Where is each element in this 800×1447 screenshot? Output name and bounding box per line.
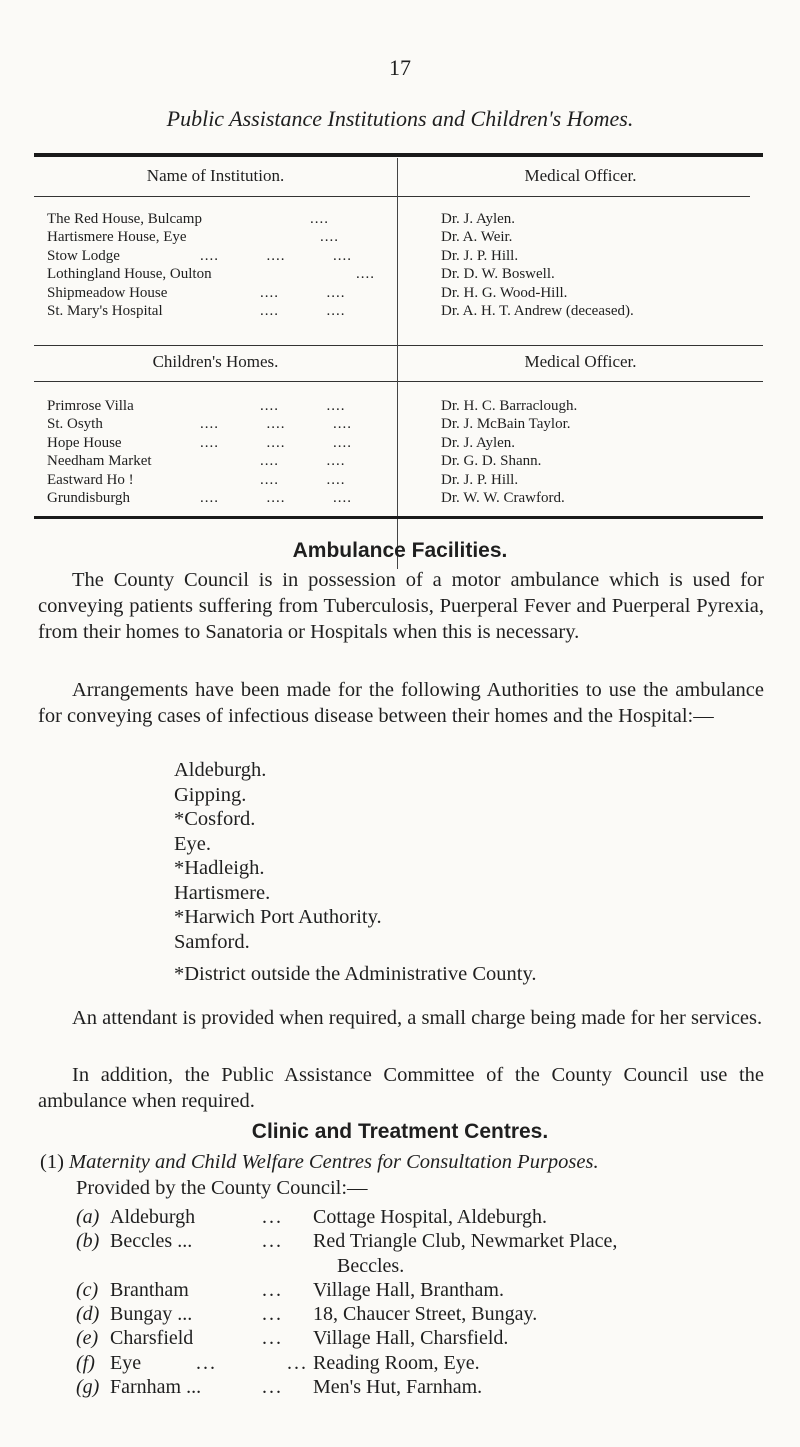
list-item: *Hadleigh. (174, 857, 265, 879)
table-cell: Dr. H. C. Barraclough. (441, 398, 578, 414)
childrens-home-names (47, 397, 152, 507)
table-cell: Dr. J. Aylen. (441, 211, 516, 227)
list-item: (e) Charsfield ... Village Hall, Charsfield. (76, 1327, 509, 1350)
childrens-officer-column-header: Medical Officer. (524, 352, 637, 371)
page-number: 17 (389, 55, 411, 80)
ambulance-heading: Ambulance Facilities. (292, 539, 508, 562)
authorities-footnote: *District outside the Administrative County. (174, 963, 537, 985)
list-item: (d) Bungay ... ... 18, Chaucer Street, Bungay. (76, 1303, 538, 1326)
header-rule (34, 196, 397, 197)
authorities-list (174, 758, 382, 954)
table-row: Lothingland House, Oulton (47, 266, 212, 283)
table-cell: Dr. A. Weir. (441, 229, 513, 246)
list-item: (b) Beccles ... ... Red Triangle Club, Newmarket Place, (76, 1230, 618, 1253)
table-cell: Dr. J. McBain Taylor. (441, 416, 571, 433)
list-item-continuation: Beccles. (337, 1254, 405, 1277)
table-cell: Dr. A. H. T. Andrew (deceased). (441, 302, 634, 319)
clinics-subheading: (1) Maternity and Child Welfare Centres for Consultation Purposes. (40, 1151, 599, 1173)
table-row: The Red House, Bulcamp (47, 211, 202, 227)
list-item: Samford. (174, 930, 250, 953)
table-cell: Dr. J. P. Hill. (441, 247, 519, 264)
table-row: Hartismere House, Eye (47, 229, 187, 246)
header-rule (398, 381, 763, 382)
section-rule (34, 345, 397, 346)
ambulance-paragraph-4: In addition, the Public Assistance Committee of the County Council use the ambulance when required. (38, 1064, 764, 1112)
header-rule (34, 381, 397, 382)
table-top-rule (34, 153, 763, 157)
list-item: *Harwich Port Authority. (174, 906, 382, 928)
table-bottom-rule (34, 516, 763, 519)
list-item: (f) Eye ... ... Reading Room, Eye. (76, 1351, 480, 1374)
table-cell: Dr. W. W. Crawford. (441, 489, 565, 506)
clinics-heading: Clinic and Treatment Centres. (251, 1120, 549, 1143)
header-rule (398, 196, 750, 197)
medical-officer-column-header: Medical Officer. (524, 166, 637, 185)
institution-leaders: .... .... .... .... .... .... .... .... .... .... (200, 211, 375, 319)
list-item: (a) Aldeburgh ... Cottage Hospital, Aldeburgh. (76, 1206, 548, 1228)
table-cell: Dr. D. W. Boswell. (441, 266, 555, 283)
list-item: Hartismere. (174, 881, 271, 904)
table-cell: Dr. J. P. Hill. (441, 471, 519, 488)
institution-names (47, 210, 212, 320)
ambulance-paragraph-1: The County Council is in possession of a motor ambulance which is used for conveying patients suffering from Tuberculosis, Puerperal Fever and Puerperal Pyrexia, from their homes to Sanatoria or Hospitals when this is necessary. (38, 569, 764, 643)
institution-officers (441, 210, 634, 320)
ambulance-paragraph-2: Arrangements have been made for the following Authorities to use the ambulance for conveying cases of infectious disease between their homes and the Hospital:— (38, 679, 764, 727)
childrens-homes-column-header: Children's Homes. (152, 352, 279, 371)
table-row: Stow Lodge (47, 247, 120, 264)
table-row: Grundisburgh (47, 489, 131, 506)
childrens-home-officers (441, 397, 577, 507)
ambulance-paragraph-3: An attendant is provided when required, a small charge being made for her services. (72, 1007, 763, 1029)
clinic-list (76, 1205, 776, 1399)
childrens-home-leaders: .... .... .... .... .... .... .... .... .... .... .... .... .... .... .... (200, 398, 352, 506)
list-item: (c) Brantham ... Village Hall, Brantham. (76, 1278, 504, 1301)
page-title: Public Assistance Institutions and Children's Homes. (166, 106, 634, 131)
table-row: St. Mary's Hospital (47, 302, 163, 319)
table-row: Needham Market (47, 453, 152, 470)
table-row: Eastward Ho ! (47, 471, 134, 488)
institution-column-header: Name of Institution. (146, 166, 285, 185)
table-row: St. Osyth (47, 416, 103, 433)
list-item: Aldeburgh. (174, 759, 267, 781)
table-cell: Dr. J. Aylen. (441, 434, 516, 451)
table-row: Shipmeadow House (47, 284, 168, 301)
table-row: Hope House (47, 434, 122, 451)
list-item: *Cosford. (174, 808, 256, 830)
table-cell: Dr. G. D. Shann. (441, 453, 542, 470)
table-cell: Dr. H. G. Wood-Hill. (441, 284, 568, 301)
list-item: Gipping. (174, 783, 247, 806)
section-rule (398, 345, 763, 346)
table-row: Primrose Villa (47, 398, 134, 414)
list-item: (g) Farnham ... ... Men's Hut, Farnham. (76, 1376, 483, 1399)
list-item: Eye. (174, 832, 211, 855)
clinics-provided-by: Provided by the County Council:— (76, 1177, 368, 1199)
